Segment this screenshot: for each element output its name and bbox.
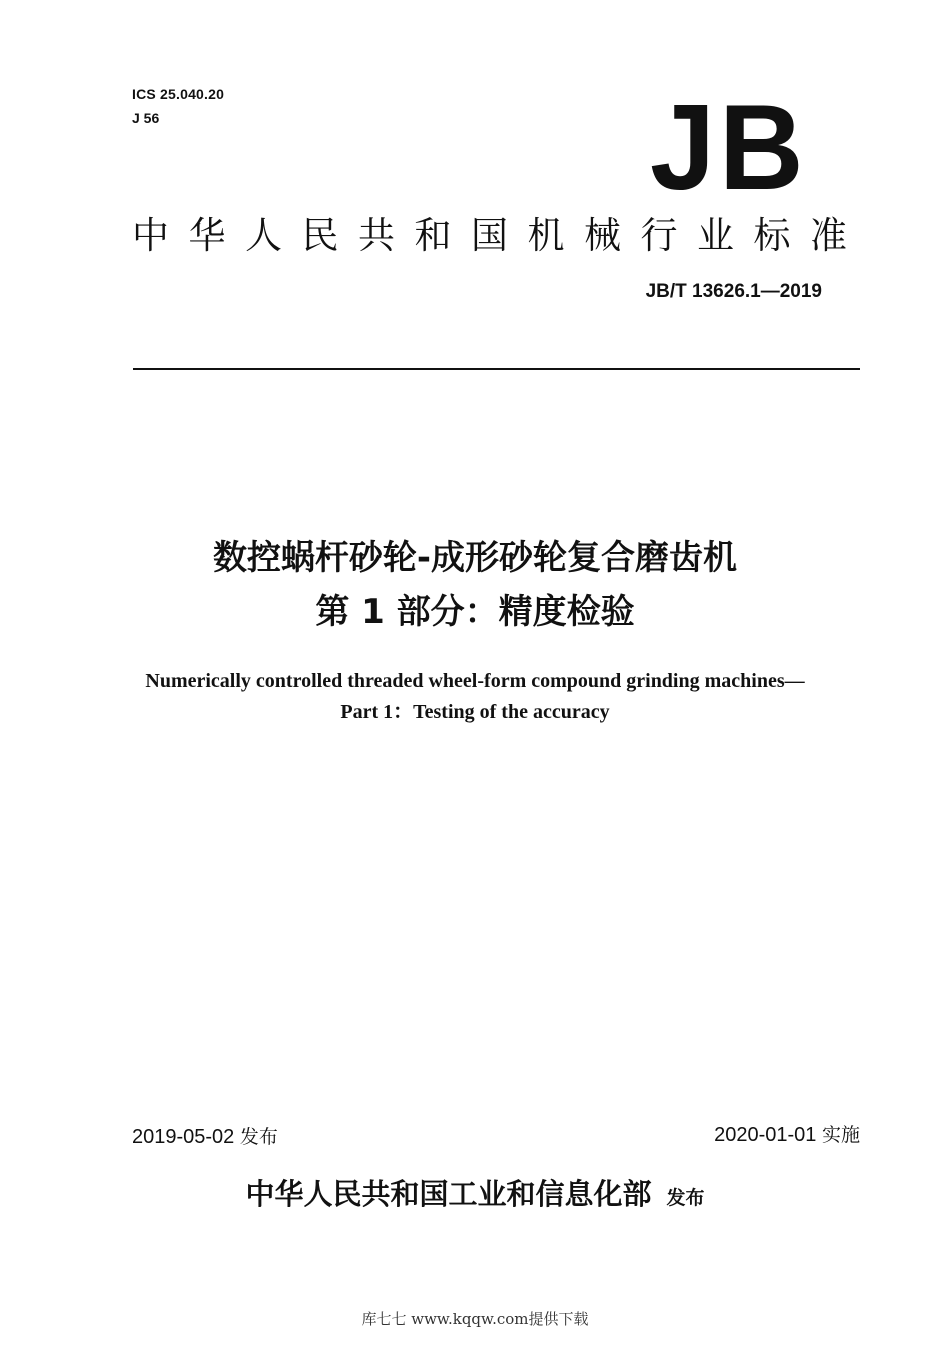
standard-number: JB/T 13626.1—2019	[645, 281, 822, 302]
implementation-date: 2020-01-01	[714, 1124, 817, 1146]
standard-category-title: 中华人民共和国机械行业标准	[132, 214, 867, 257]
header-divider	[133, 368, 860, 370]
jb-logo: JB	[650, 79, 808, 215]
classification-code: J 56	[132, 110, 160, 126]
implementation-date-block	[714, 1120, 860, 1147]
issue-label: 发布	[239, 1126, 278, 1148]
document-title-en-line1: Numerically controlled threaded wheel-form compound grinding machines—	[145, 670, 805, 692]
document-title-cn-line2: 第 1 部分：精度检验	[315, 592, 635, 632]
document-title-en-line2: Part 1：Testing of the accuracy	[340, 701, 610, 723]
download-footer: 库七七 www.kqqw.com提供下载	[361, 1310, 589, 1328]
issuer-block	[0, 1172, 950, 1213]
issuer-suffix: 发布	[666, 1187, 705, 1209]
ics-code: ICS 25.040.20	[132, 86, 225, 102]
issue-date: 2019-05-02	[132, 1126, 235, 1148]
implementation-label: 实施	[821, 1124, 860, 1146]
issue-date-block	[132, 1122, 278, 1149]
issuer-name: 中华人民共和国工业和信息化部	[245, 1177, 652, 1211]
document-title-cn-line1: 数控蜗杆砂轮-成形砂轮复合磨齿机	[212, 538, 738, 578]
